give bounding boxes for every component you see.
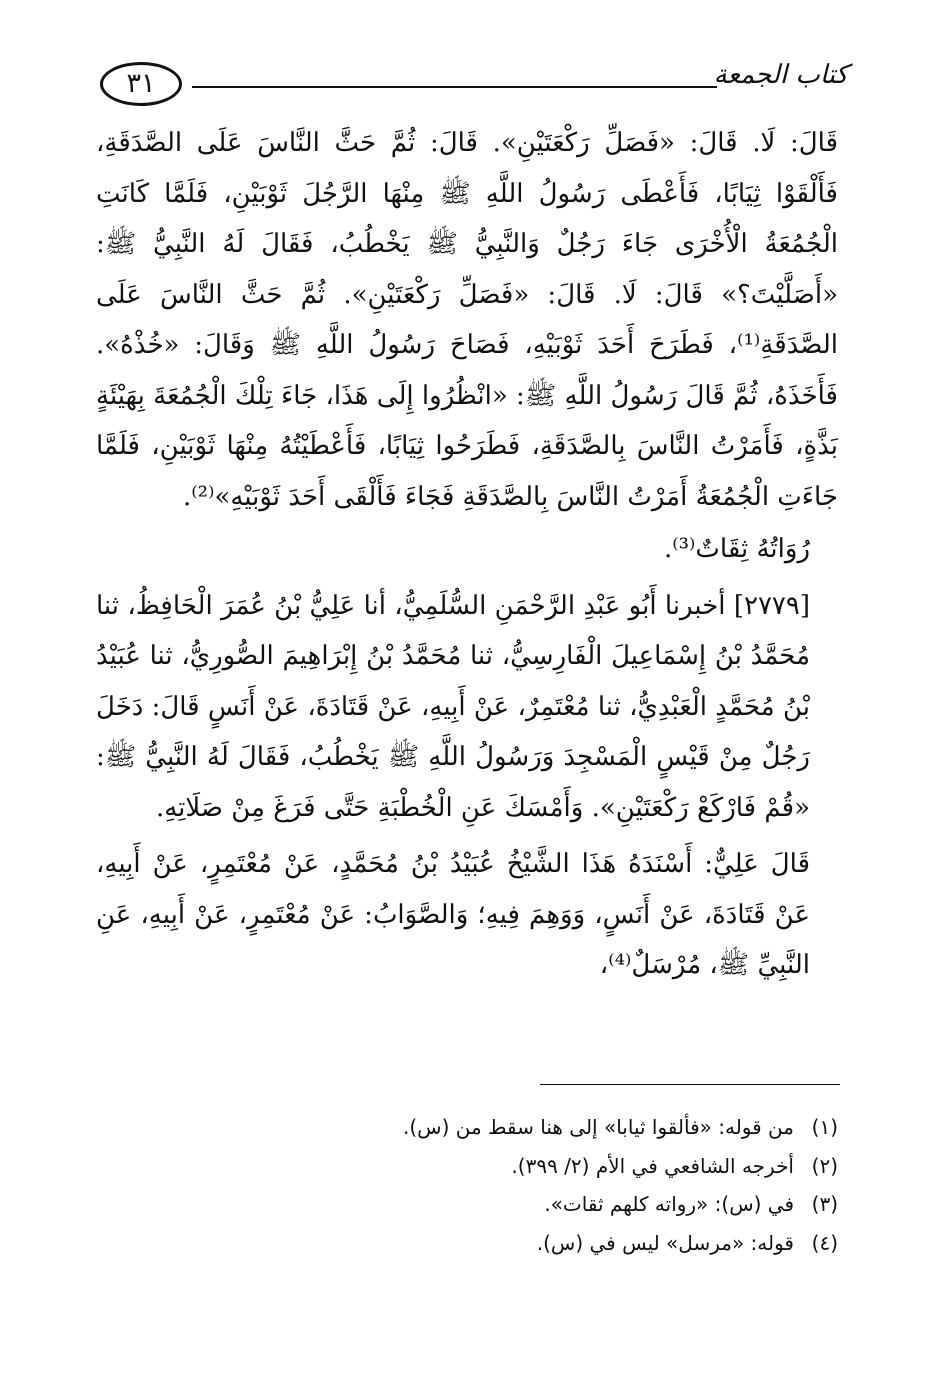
footnotes [96, 1108, 838, 1262]
footnote-text: أخرجه الشافعي في الأم (٢/ ٣٩٩). [511, 1153, 794, 1178]
running-header [100, 56, 848, 116]
footnote-text: من قوله: «فألقوا ثيابا» إلى هنا سقط من (س). [403, 1115, 794, 1139]
footnote-1 [96, 1108, 838, 1147]
hadith-record-2779: [٢٧٧٩] أخبرنا أَبُو عَبْدِ الرَّحْمَنِ السُّلَمِيُّ، أنا عَلِيُّ بْنُ عُمَرَ الْحَافِظُ، ثنا مُحَمَّدُ بْنُ إِسْمَاعِيلَ الْفَارِسِيُّ، ثنا مُحَمَّدُ بْنُ إِبْرَاهِيمَ الصُّورِيُّ، ثنا عُبَيْدُ بْنُ مُحَمَّدٍ الْعَبْدِيُّ، ثنا مُعْتَمِرٌ، عَنْ أَبِيهِ، عَنْ قَتَادَةَ، عَنْ أَنَسٍ قَالَ: دَخَلَ رَجُلٌ مِنْ قَيْسٍ الْمَسْجِدَ وَرَسُولُ اللَّهِ ﷺ يَخْطُبُ، فَقَالَ لَهُ النَّبِيُّ ﷺ: «قُمْ فَارْكَعْ رَكْعَتَيْنِ». وَأَمْسَكَ عَنِ الْخُطْبَةِ حَتَّى فَرَغَ مِنْ صَلَاتِهِ. [96, 590, 810, 823]
footnote-number: (٢) [811, 1153, 838, 1178]
ali-comment: قَالَ عَلِيٌّ: أَسْنَدَهُ هَذَا الشَّيْخُ عُبَيْدُ بْنُ مُحَمَّدٍ، عَنْ مُعْتَمِرٍ، عَنْ أَبِيهِ، عَنْ قَتَادَةَ، عَنْ أَنَسٍ، وَوَهِمَ فِيهِ؛ وَالصَّوَابُ: عَنْ مُعْتَمِرٍ، عَنْ أَبِيهِ، عَنِ النَّبِيِّ ﷺ، مُرْسَلٌ⁽⁴⁾، [96, 849, 810, 980]
main-text [96, 118, 838, 991]
page-number: ٣١ [100, 62, 182, 106]
narrators-note: رُوَاتُهُ ثِقَاتٌ⁽³⁾. [663, 534, 810, 564]
hadith-paragraph: قَالَ: لَا. قَالَ: «فَصَلِّ رَكْعَتَيْنِ». قَالَ: ثُمَّ حَثَّ النَّاسَ عَلَى الصَّدَقَةِ، فَأَلْقَوْا ثِيَابًا، فَأَعْطَى رَسُولُ اللَّهِ ﷺ مِنْهَا الرَّجُلَ ثَوْبَيْنِ، فَلَمَّا كَانَتِ الْجُمُعَةُ الْأُخْرَى جَاءَ رَجُلٌ وَالنَّبِيُّ ﷺ يَخْطُبُ، فَقَالَ لَهُ النَّبِيُّ ﷺ: «أَصَلَّيْتَ؟» قَالَ: لَا. قَالَ: «فَصَلِّ رَكْعَتَيْنِ». ثُمَّ حَثَّ النَّاسَ عَلَى الصَّدَقَةِ⁽¹⁾، فَطَرَحَ أَحَدَ ثَوْبَيْهِ، فَصَاحَ رَسُولُ اللَّهِ ﷺ وَقَالَ: «خُذْهُ». فَأَخَذَهُ، ثُمَّ قَالَ رَسُولُ اللَّهِ ﷺ: «انْظُرُوا إِلَى هَذَا، جَاءَ تِلْكَ الْجُمُعَةَ بِهَيْئَةٍ بَذَّةٍ، فَأَمَرْتُ النَّاسَ بِالصَّدَقَةِ، فَطَرَحُوا ثِيَابًا، فَأَعْطَيْتُهُ مِنْهَا ثَوْبَيْنِ، فَلَمَّا جَاءَتِ الْجُمُعَةُ أَمَرْتُ النَّاسَ بِالصَّدَقَةِ فَجَاءَ فَأَلْقَى أَحَدَ ثَوْبَيْهِ»⁽²⁾. [96, 128, 838, 512]
footnote-number: (٤) [811, 1230, 838, 1255]
footnote-number: (٣) [811, 1192, 838, 1216]
footnote-number: (١) [811, 1115, 838, 1139]
book-title: كتاب الجمعة [713, 60, 848, 90]
footnote-text: في (س): «رواته كلهم ثقات». [544, 1192, 794, 1216]
footnote-4 [96, 1224, 838, 1263]
footnote-2 [96, 1147, 838, 1186]
footnote-3 [96, 1185, 838, 1224]
header-rule [192, 86, 717, 88]
footnote-separator [540, 1084, 840, 1085]
footnote-text: قوله: «مرسل» ليس في (س). [536, 1230, 794, 1255]
